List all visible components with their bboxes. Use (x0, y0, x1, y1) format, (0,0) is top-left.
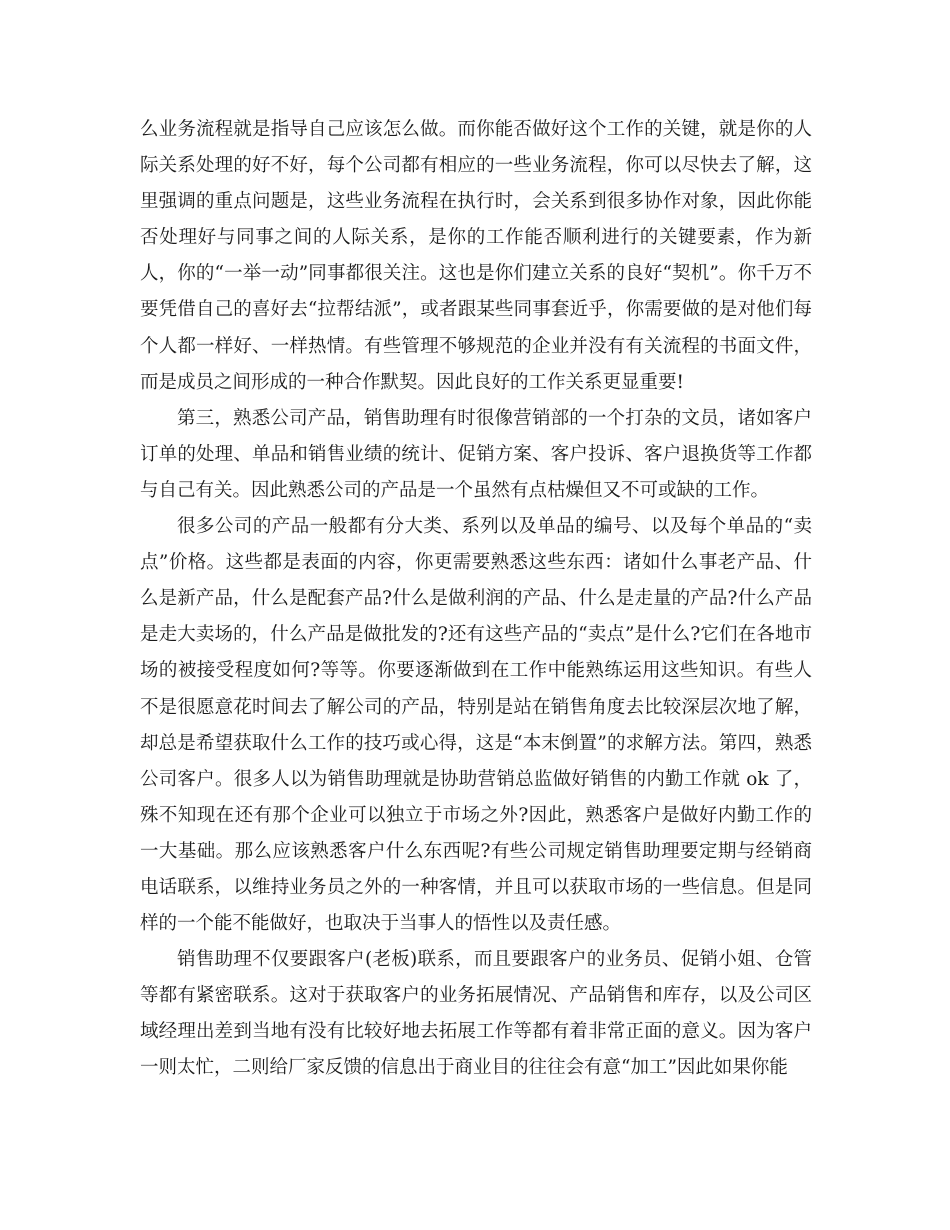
document-body (140, 112, 812, 1087)
paragraph-customer-contacts: 销售助理不仅要跟客户(老板)联系，而且要跟客户的业务员、促销小姐、仓管等都有紧密联系。这对于获取客户的业务拓展情况、产品销售和库存，以及公司区域经理出差到当地有没有比较好地去拓展工作等都有着非常正面的意义。因为客户一则太忙，二则给厂家反馈的信息出于商业目的往往会有意“加工”因此如果你能 (140, 949, 812, 1079)
paragraph-continuation: 么业务流程就是指导自己应该怎么做。而你能否做好这个工作的关键，就是你的人际关系处理的好不好，每个公司都有相应的一些业务流程，你可以尽快去了解，这里强调的重点问题是，这些业务流程在执行时，会关系到很多协作对象，因此你能否处理好与同事之间的人际关系，是你的工作能否顺利进行的关键要素，作为新人，你的“一举一动”同事都很关注。这也是你们建立关系的良好“契机”。你千万不要凭借自己的喜好去“拉帮结派”，或者跟某些同事套近乎，你需要做的是对他们每个人都一样好、一样热情。有些管理不够规范的企业并没有有关流程的书面文件，而是成员之间形成的一种合作默契。因此良好的工作关系更显重要! (140, 119, 812, 393)
paragraph-third-point: 第三，熟悉公司产品，销售助理有时很像营销部的一个打杂的文员，诸如客户订单的处理、单品和销售业绩的统计、促销方案、客户投诉、客户退换货等工作都与自己有关。因此熟悉公司的产品是一个虽然有点枯燥但又不可或缺的工作。 (140, 407, 812, 501)
paragraph-products-customers: 很多公司的产品一般都有分大类、系列以及单品的编号、以及每个单品的“卖点”价格。这些都是表面的内容，你更需要熟悉这些东西：诸如什么事老产品、什么是新产品，什么是配套产品?什么是做利润的产品、什么是走量的产品?什么产品是走大卖场的，什么产品是做批发的?还有这些产品的“卖点”是什么?它们在各地市场的被接受程度如何?等等。你要逐渐做到在工作中能熟练运用这些知识。有些人不是很愿意花时间去了解公司的产品，特别是站在销售角度去比较深层次地了解，却总是希望获取什么工作的技巧或心得，这是“本末倒置”的求解方法。第四，熟悉公司客户。很多人以为销售助理就是协助营销总监做好销售的内勤工作就 ok 了，殊不知现在还有那个企业可以独立于市场之外?因此，熟悉客户是做好内勤工作的一大基础。那么应该熟悉客户什么东西呢?有些公司规定销售助理要定期与经销商电话联系，以维持业务员之外的一种客情，并且可以获取市场的一些信息。但是同样的一个能不能做好，也取决于当事人的悟性以及责任感。 (140, 516, 812, 935)
